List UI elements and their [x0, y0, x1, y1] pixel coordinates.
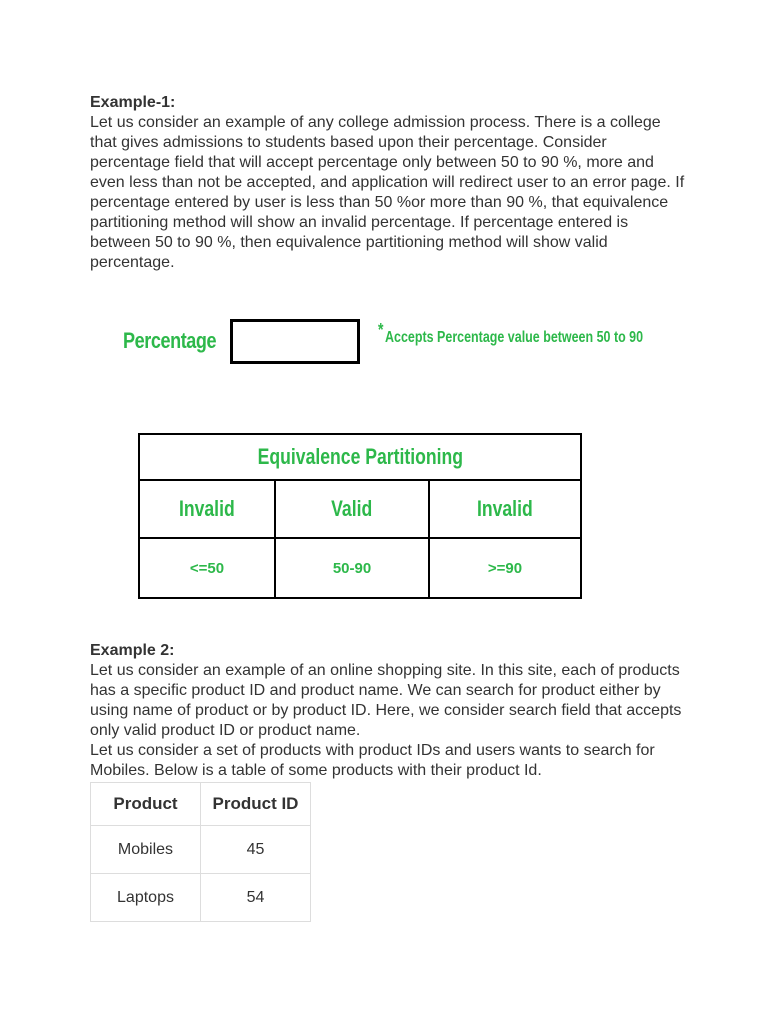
equivalence-table-title: Equivalence Partitioning [139, 434, 581, 480]
table-header-row [91, 783, 311, 826]
cell-product: Laptops [91, 874, 201, 922]
partition-range-high: >=90 [429, 538, 581, 598]
example2-paragraph-2: Let us consider a set of products with product IDs and users wants to search for Mobiles. Below is a table of some products with their product Id. [90, 742, 655, 779]
table-row [91, 826, 311, 874]
cell-product: Mobiles [91, 826, 201, 874]
partition-range-valid: 50-90 [275, 538, 429, 598]
percentage-note [378, 320, 644, 347]
example2-section [90, 641, 690, 781]
example1-section [90, 93, 690, 273]
column-header-product-id: Product ID [201, 783, 311, 826]
equivalence-partitioning-table [138, 433, 582, 599]
cell-product-id: 54 [201, 874, 311, 922]
column-header-product: Product [91, 783, 201, 826]
percentage-input[interactable] [230, 319, 360, 364]
example2-heading: Example 2: [90, 642, 175, 659]
product-table [90, 782, 311, 922]
example1-heading: Example-1: [90, 94, 176, 111]
partition-header-invalid-low: Invalid [139, 480, 275, 538]
note-asterisk: * [378, 320, 384, 340]
partition-header-valid: Valid [275, 480, 429, 538]
cell-product-id: 45 [201, 826, 311, 874]
percentage-label: Percentage [123, 328, 217, 353]
table-row [91, 874, 311, 922]
example1-paragraph: Let us consider an example of any college admission process. There is a college that gives admissions to students based upon their percentage. Consider percentage field that will accept percentage only between 50 to 90 %, more and even less than not be accepted, and application will redirect user to an error page. If percentage entered by user is less than 50 %or more than 90 %, that equivalence partitioning method will show an invalid percentage. If percentage entered is between 50 to 90 %, then equivalence partitioning method will show valid percentage. [90, 114, 685, 271]
partition-range-low: <=50 [139, 538, 275, 598]
partition-header-invalid-high: Invalid [429, 480, 581, 538]
example2-paragraph-1: Let us consider an example of an online shopping site. In this site, each of products has a specific product ID and product name. We can search for product either by using name of product or by product ID. Here, we consider search field that accepts only valid product ID or product name. [90, 662, 682, 739]
percentage-note-text: Accepts Percentage value between 50 to 90 [385, 329, 644, 346]
